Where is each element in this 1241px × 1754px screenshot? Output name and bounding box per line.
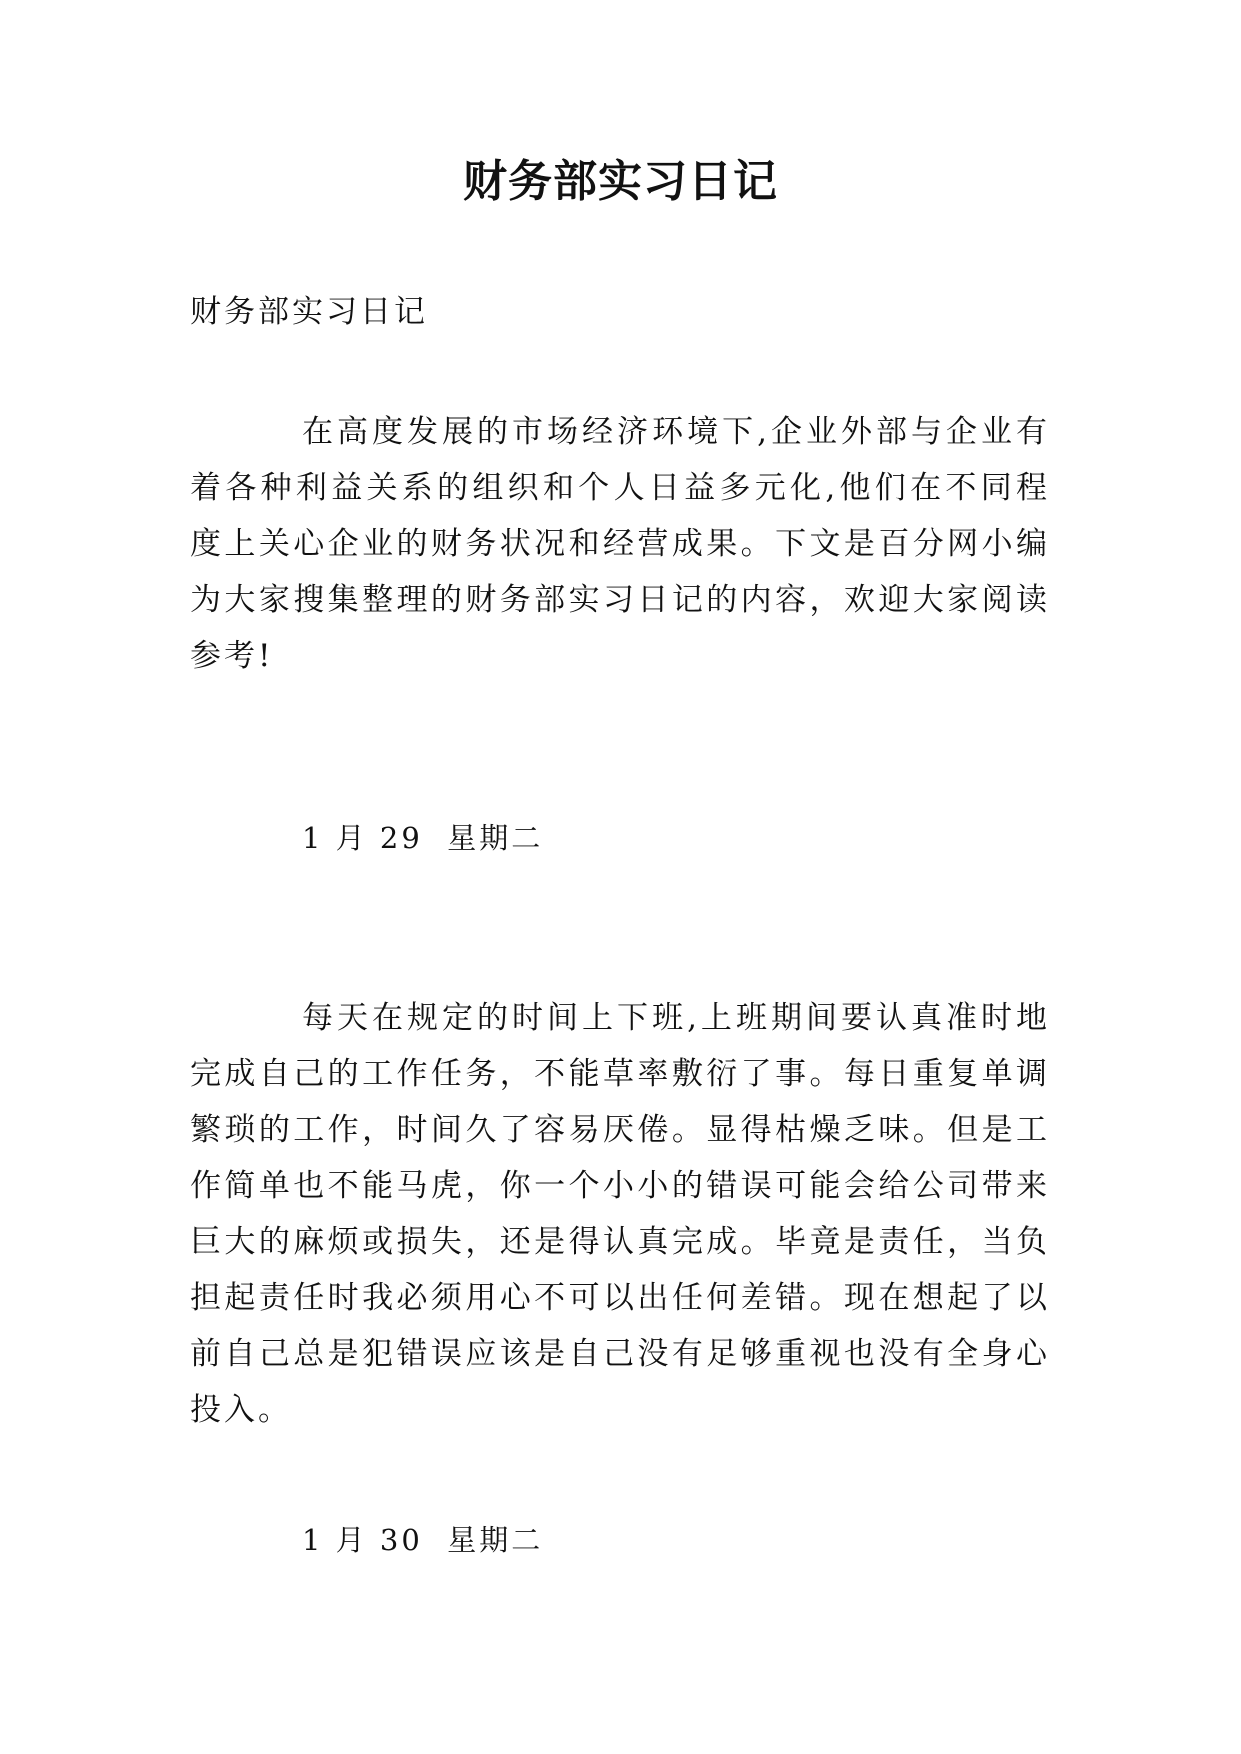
document-title: 财务部实习日记 xyxy=(463,156,778,207)
entry-date: 1 月 30 星期二 xyxy=(302,1523,544,1557)
intro-paragraph: 在高度发展的市场经济环境下,企业外部与企业有着各种利益关系的组织和个人日益多元化,他们在不同程度上关心企业的财务状况和经营成果。下文是百分网小编为大家搜集整理的财务部实习日记的内容，欢迎大家阅读参考! xyxy=(190,414,1050,674)
entry-paragraph: 每天在规定的时间上下班,上班期间要认真准时地完成自己的工作任务，不能草率敷衍了事。每日重复单调繁琐的工作，时间久了容易厌倦。显得枯燥乏味。但是工作简单也不能马虎，你一个小小的错误可能会给公司带来巨大的麻烦或损失，还是得认真完成。毕竟是责任，当负担起责任时我必须用心不可以出任何差错。现在想起了以前自己总是犯错误应该是自己没有足够重视也没有全身心投入。 xyxy=(190,1000,1050,1428)
document-subtitle: 财务部实习日记 xyxy=(190,294,428,330)
entry-date: 1 月 29 星期二 xyxy=(302,821,544,855)
